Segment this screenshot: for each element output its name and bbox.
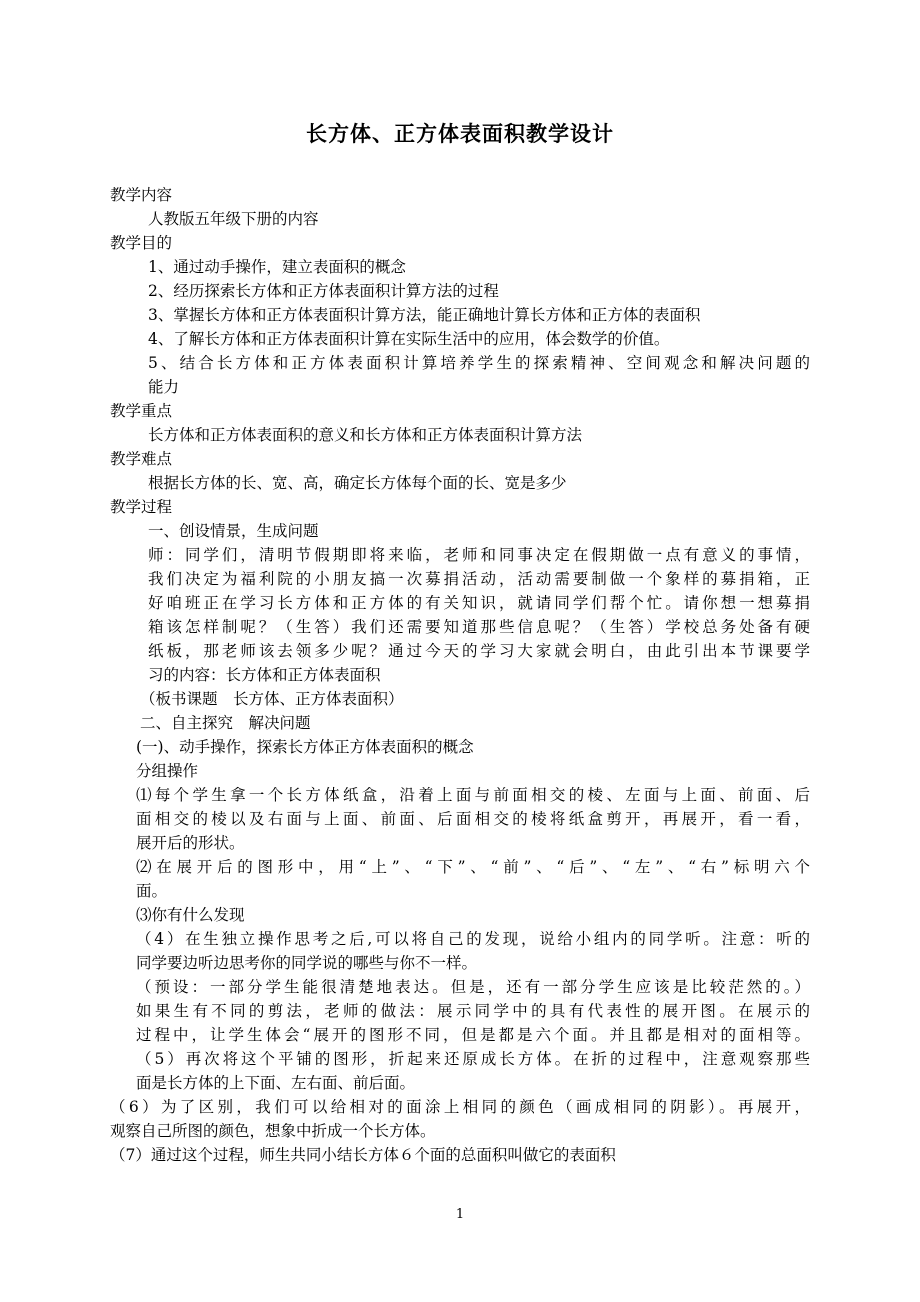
text-line: 好咱班正在学习长方体和正方体的有关知识，就请同学们帮个忙。请你想一想募捐 — [148, 594, 810, 612]
text-line: 1、通过动手操作，建立表面积的概念 — [148, 258, 406, 276]
text-line: ⑴每个学生拿一个长方体纸盒，沿着上面与前面相交的棱、左面与上面、前面、后 — [136, 786, 810, 804]
text-line: 我们决定为福利院的小朋友搞一次募捐活动，活动需要制做一个象样的募捐箱，正 — [148, 570, 810, 588]
text-line: ⑵在展开后的图形中，用“上”、“下”、“前”、“后”、“左”、“右”标明六个 — [136, 858, 810, 876]
document-title: 长方体、正方体表面积教学设计 — [306, 122, 614, 146]
text-line: 习的内容：长方体和正方体表面积 — [148, 666, 381, 684]
text-line: 5、结合长方体和正方体表面积计算培养学生的探索精神、空间观念和解决问题的 — [148, 354, 810, 372]
text-line: （板书课题 长方体、正方体表面积） — [140, 690, 404, 708]
text-line: （7）通过这个过程，师生共同小结长方体６个面的总面积叫做它的表面积 — [110, 1146, 616, 1164]
text-line: 面相交的棱以及右面与上面、前面、后面相交的棱将纸盒剪开，再展开，看一看， — [136, 810, 810, 828]
text-line: 根据长方体的长、宽、高，确定长方体每个面的长、宽是多少 — [148, 474, 567, 492]
heading-objectives: 教学目的 — [110, 234, 173, 252]
text-line: 箱该怎样制呢？（生答）我们还需要知道那些信息呢？（生答）学校总务处备有硬 — [148, 618, 810, 636]
text-line: （5）再次将这个平铺的图形，折起来还原成长方体。在折的过程中，注意观察那些 — [136, 1050, 810, 1068]
text-line: 过程中，让学生体会“展开的图形不同，但是都是六个面。并且都是相对的面相等。 — [136, 1026, 810, 1044]
text-line: 同学要边听边思考你的同学说的哪些与你不一样。 — [136, 954, 478, 972]
text-line: 长方体和正方体表面积的意义和长方体和正方体表面积计算方法 — [148, 426, 583, 444]
text-line: 人教版五年级下册的内容 — [148, 210, 319, 228]
text-line: 3、掌握长方体和正方体表面积计算方法，能正确地计算长方体和正方体的表面积 — [148, 306, 701, 324]
text-line: 如果生有不同的剪法，老师的做法：展示同学中的具有代表性的展开图。在展示的 — [136, 1002, 810, 1020]
text-line: (一)、动手操作，探索长方体正方体表面积的概念 — [136, 738, 474, 756]
text-line: 纸板，那老师该去领多少呢？通过今天的学习大家就会明白，由此引出本节课要学 — [148, 642, 810, 660]
text-line: 观察自己所图的颜色，想象中折成一个长方体。 — [110, 1122, 436, 1140]
heading-difficulties: 教学难点 — [110, 450, 173, 468]
text-line: 师：同学们，清明节假期即将来临，老师和同事决定在假期做一点有意义的事情， — [148, 546, 810, 564]
text-line: （4）在生独立操作思考之后,可以将自己的发现，说给小组内的同学听。注意：听的 — [136, 930, 810, 948]
text-line: 4、了解长方体和正方体表面积计算在实际生活中的应用，体会数学的价值。 — [148, 330, 670, 348]
text-line: 面是长方体的上下面、左右面、前后面。 — [136, 1074, 416, 1092]
text-line: （预设：一部分学生能很清楚地表达。但是，还有一部分学生应该是比较茫然的。） — [136, 978, 810, 996]
text-line: 展开后的形状。 — [136, 834, 245, 852]
text-line: （6）为了区别，我们可以给相对的面涂上相同的颜色（画成相同的阴影）。再展开， — [110, 1098, 810, 1116]
text-line: ⑶你有什么发现 — [136, 906, 245, 924]
text-line: 分组操作 — [136, 762, 199, 780]
heading-process: 教学过程 — [110, 498, 173, 516]
page-number: 1 — [455, 1207, 465, 1222]
heading-content: 教学内容 — [110, 186, 173, 204]
heading-key-points: 教学重点 — [110, 402, 173, 420]
text-line: 能力 — [148, 378, 180, 396]
text-line: 一、创设情景，生成问题 — [148, 522, 319, 540]
text-line: 面。 — [136, 882, 168, 900]
text-line: 二、自主探究 解决问题 — [140, 714, 311, 732]
text-line: 2、经历探索长方体和正方体表面积计算方法的过程 — [148, 282, 499, 300]
